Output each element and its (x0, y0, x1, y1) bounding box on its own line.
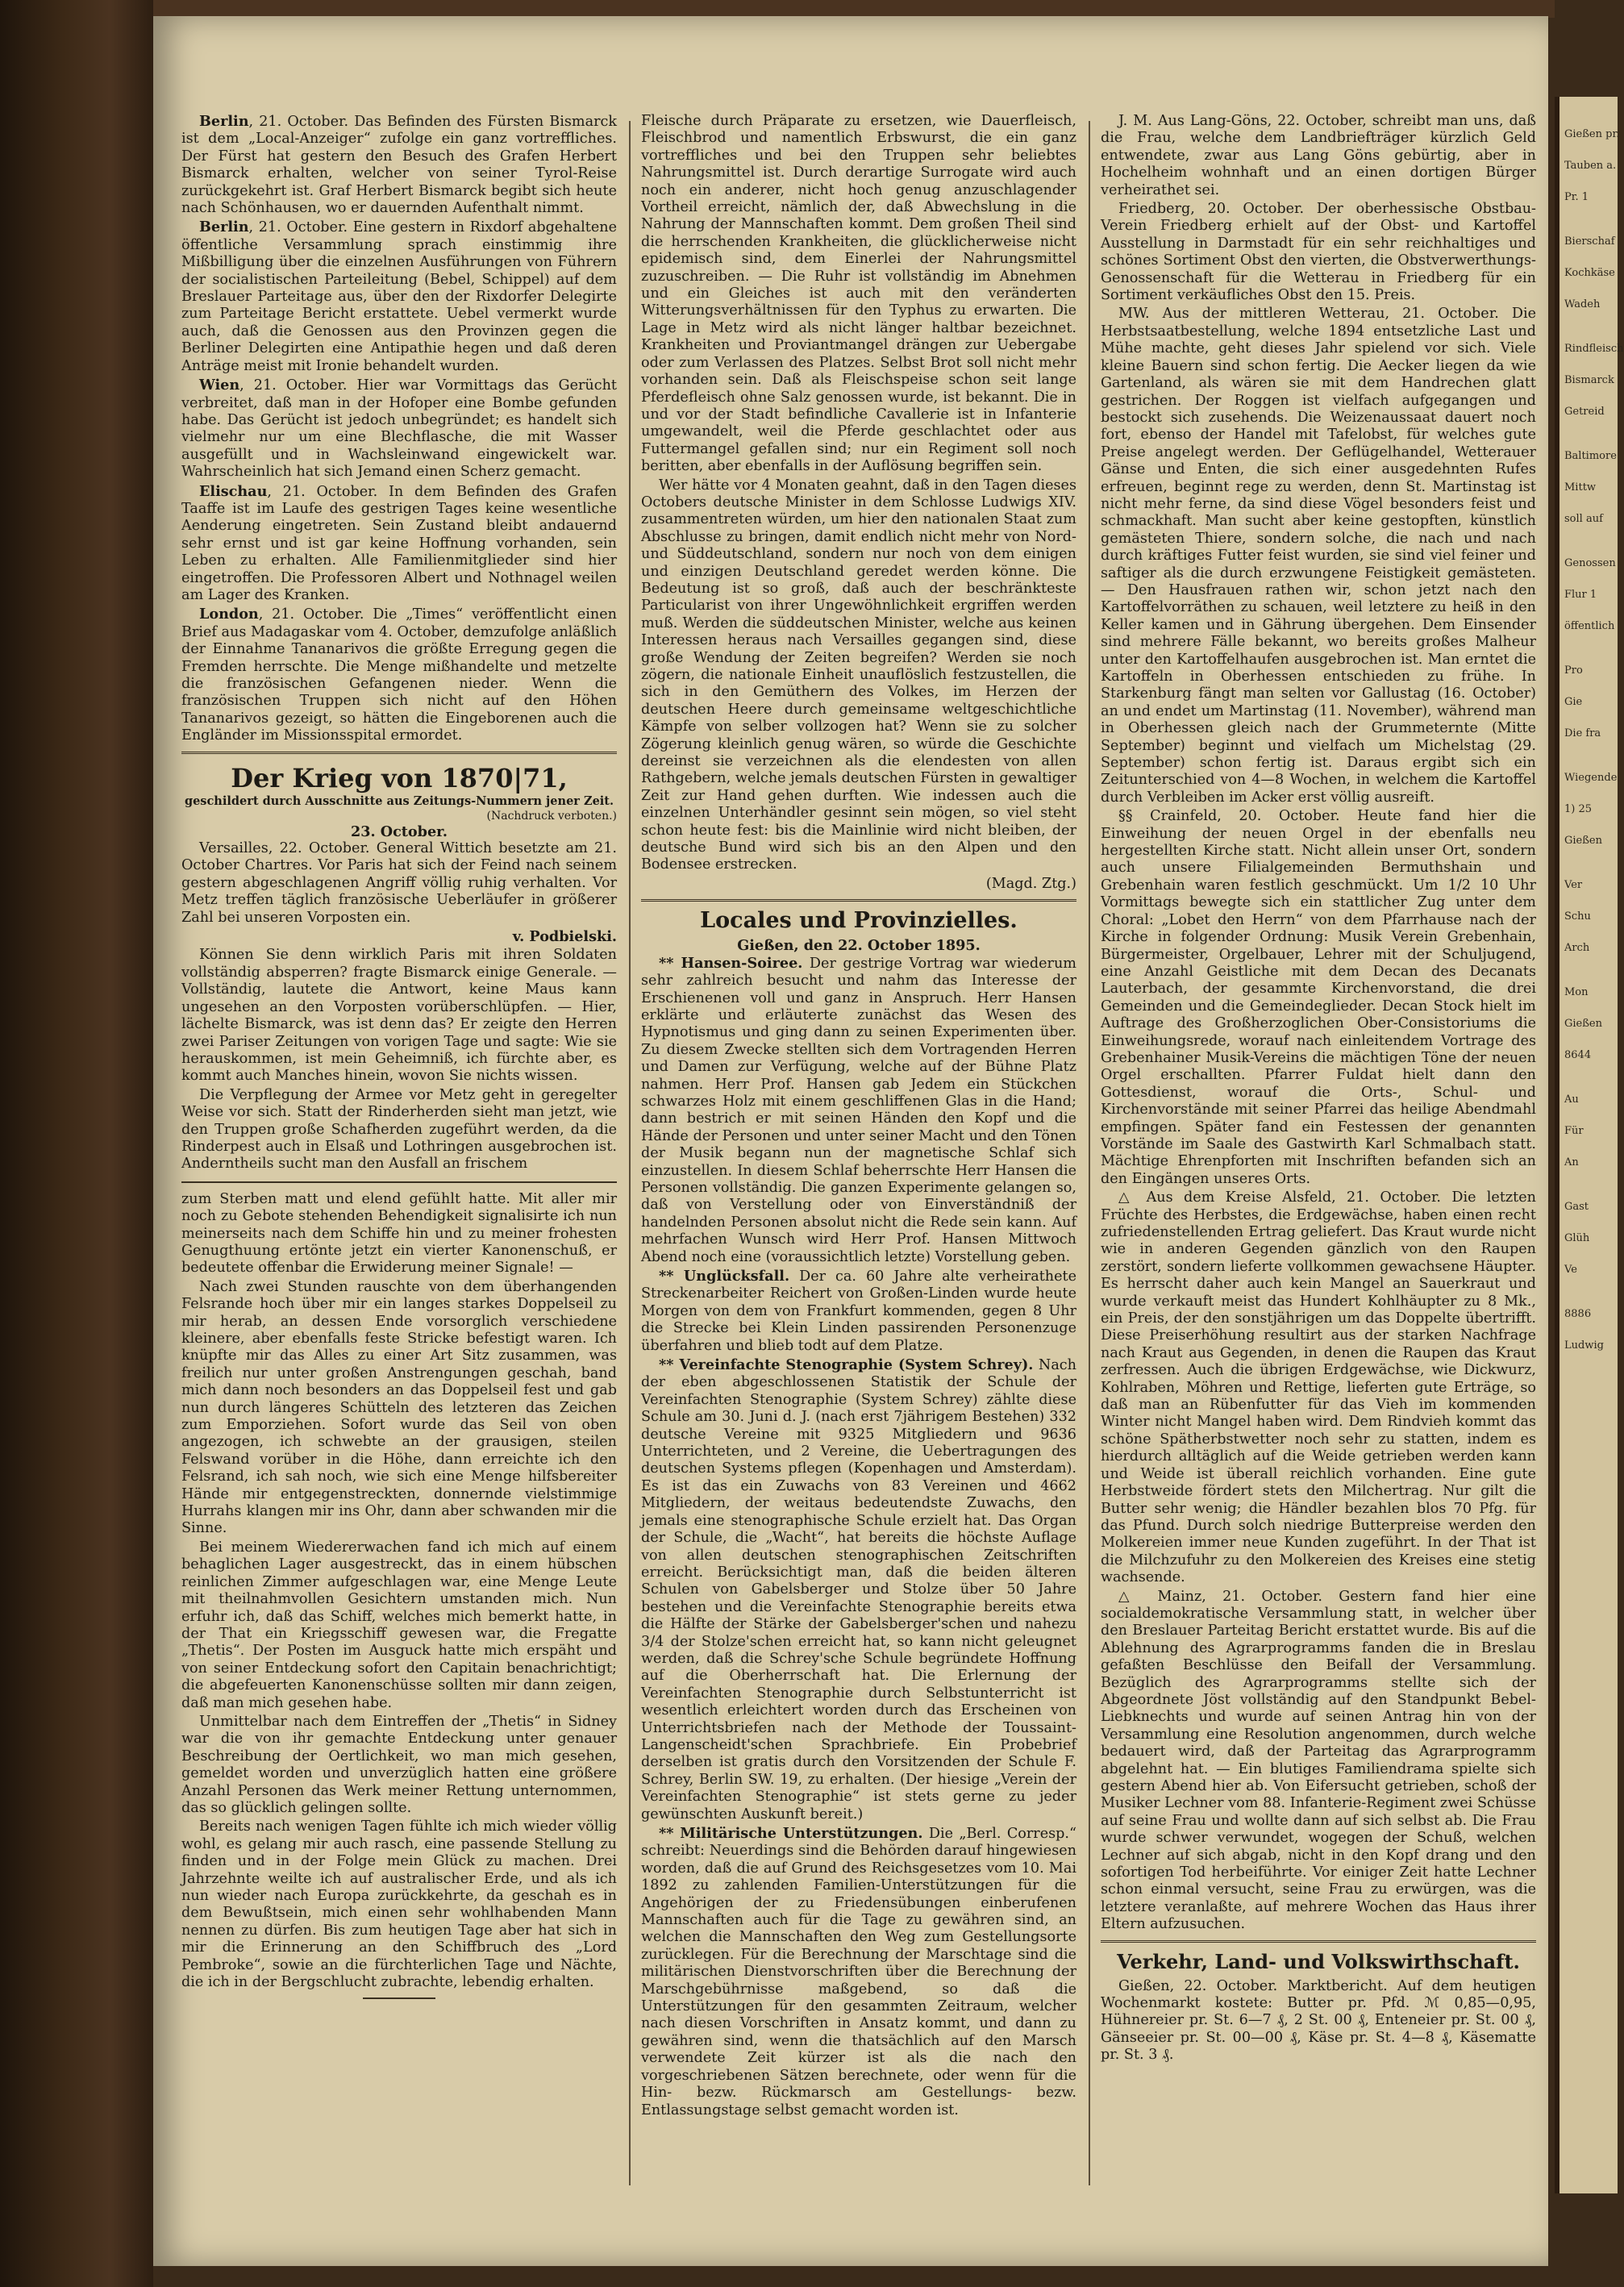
local-item (641, 955, 1076, 1266)
edge-fragment: Gießen (1564, 835, 1602, 847)
edge-fragment: Pro (1564, 664, 1583, 677)
edge-fragment: Au (1564, 1094, 1579, 1106)
war-section-title: Der Krieg von 1870|71, (231, 762, 568, 794)
edge-fragment: Wiegende (1564, 772, 1618, 784)
news-text: , 21. October. Das Befinden des Fürsten Bismarck ist dem „Local-Anzeiger“ zufolge ein ganz vortreffliches. Der Fürst hat gestern den Besuch des Grafen Herbert Bismarck erhalten, welcher von seiner Tyrol-Reise zurückgekehrt ist. Graf Herbert Bismarck begibt sich heute nach Schönhausen, wo er dauernden Aufenthalt nimmt. (181, 114, 617, 217)
regional-item: MW. Aus der mittleren Wetterau, 21. October. Die Herbstsaatbestellung, welche 1894 entsetzliche Last und Mühe machte, geht dieses Jahr spielend vor sich. Viele kleine Bauern sind schon fertig. Die Aecker liegen da wie Gartenland, als wären sie mit dem Handrechen glatt gestrichen. Der Roggen ist vielfach aufgegangen und bestockt sich zusehends. Die Weizenaussaat dauert noch fort, ebenso der Handel mit Tafelobst, für welches gute Preise angelegt werden. Der Geflügelhandel, Wetterauer Gänse und Enten, die sich einer ausgedehnten Rufes erfreuen, beginnt rege zu werden, denn St. Martinstag ist nicht mehr ferne, da sind diese Vögel besonders feist und schmackhaft. Man sucht aber keine gestopften, künstlich gemästeten Thiere, sondern solche, die nach und nach durch kräftiges Futter feist wurden, sie sind viel feiner und saftiger als die durch erzwungene Feistigkeit gemästeten. — Den Hausfrauen rathen wir, schon jetzt nach den Kartoffelvorräthen zu schauen, weil letztere zu heiß in den Keller kamen und in Gährung übergehen. Dem Einsender sind mehrere Fälle bekannt, wo bereits großes Malheur unter den Kartoffelhaufen ausgebrochen ist. Man erntet die Kartoffeln in Oberhessen entschieden zu frühe. In Starkenburg fängt man selten vor Gallustag (16. October) an und endet um Martinstag (11. November), während man in Oberhessen gleich nach der Grummeternte (Mitte September) beginnt und vielfach um Michelstag (29. September) schon fertig ist. Daraus ergibt sich ein Zeitunterschied von 4—8 Wochen, in welchem die Kartoffel durch Verbleiben im Acker erst völlig ausreift. (1101, 306, 1536, 806)
item-text: Nach der eben abgeschlossenen Statistik der Schule der Vereinfachten Stenographie (System Schrey) zählte diese Schule am 30. Juni d. J. (nach erst 7jährigem Bestehen) 332 deutsche Vereine mit 9325 Mitgliedern und 9636 Unterrichteten, und 2 Vereine, die Uebertragungen des deutschen Systems pflegen (Kopenhagen und Amsterdam). Es ist das ein Zuwachs von 83 Vereinen und 4662 Mitgliedern, der weitaus bedeutendste Zuwachs, den jemals eine stenographische Schule erzielt hat. Das Organ der Schule, die „Wacht“, hat bereits die höchste Auflage von allen deutschen stenographischen Zeitschriften erreicht. Berücksichtigt man, daß die beiden älteren Schulen von Gabelsberger und Stolze über 50 Jahre bestehen und die Vereinfachte Stenographie bereits etwa die Hälfte der Stärke der Gabelsberger'schen und nahezu 3/4 der Stolze'schen erreicht hat, so kann nicht geleugnet werden, daß die Schrey'sche Schule begründete Hoffnung auf die Oberherrschaft hat. Die Erlernung der Vereinfachten Stenographie durch Selbstunterricht ist wesentlich erleichtert worden durch das Erscheinen von Unterrichtsbriefen nach der Methode der Toussaint-Langenscheidt'schen Sprachbriefe. Ein Probebrief derselben ist gratis durch den Vorsitzenden der Schule F. Schrey, Berlin SW. 19, zu erhalten. (Der hiesige „Verein der Vereinfachten Stenographie“ ist stets gerne zu jeder gewünschten Auskunft bereit.) (641, 1357, 1076, 1823)
edge-fragment: Gie (1564, 696, 1583, 708)
edge-fragment: Die fra (1564, 727, 1601, 739)
top-edge (153, 0, 1555, 18)
edge-fragment: Pr. 1 (1564, 191, 1589, 203)
column-rule (1089, 121, 1090, 2185)
edge-fragment: Ludwig (1564, 1339, 1604, 1352)
news-text: , 21. October. Hier war Vormittags das Gerücht verbreitet, daß man in der Hofoper eine Bombe gefunden habe. Das Gerücht ist jedoch unbegründet; es handelt sich vielmehr nur um eine Blechflasche, die mit Wasser ausgefüllt und in Wachsleinwand eingewickelt war. Wahrscheinlich hat sich Jemand einen Scherz gemacht. (181, 377, 617, 481)
dateline-place: Elischau (199, 482, 268, 500)
edge-fragment: Bismarck (1564, 374, 1614, 386)
story-text: Bei meinem Wiedererwachen fand ich mich auf einem behaglichen Lager ausgestreckt, das in einem hübschen reinlichen Zimmer aufgeschlagen war, eine Menge Leute mit theilnahmvollen Gesichtern umstanden mich. Nun erfuhr ich, daß das Schiff, welches mich bemerkt hatte, in der That ein Kriegsschiff gewesen war, die Fregatte „Thetis“. Der Posten im Ausguck hatte mich erspäht und von seiner Entdeckung sofort den Capitain benachrichtigt; die abgefeuerten Kanonenschüsse sollten mir dann zeigen, daß man mich gesehen habe. (181, 1539, 617, 1711)
dateline-place: Berlin (199, 219, 249, 236)
regional-item: §§ Crainfeld, 20. October. Heute fand hier die Einweihung der neuen Orgel in der ebenfalls neu hergestellten Kirche statt. Nicht allein unser Ort, sondern auch unsere Filialgemeinden Bermuthshain und Grebenhain waren festlich geschmückt. Um 1/2 10 Uhr Vormittags bewegte sich ein stattlicher Zug unter dem Choral: „Lobet den Herrn“ von dem Pfarrhause nach der Kirche in folgender Ordnung: Musik Verein Grebenhain, Bürgermeister, Orgelbauer, Lehrer mit der Schuljugend, eine Anzahl Geistliche mit dem Decan des Decanats Lauterbach, der gesammte Kirchenvorstand, die drei Gemeinden und die Gemeindeglieder. Decan Stock hielt im Auftrage des Großherzoglichen Ober-Consistoriums die Einweihungsrede, worauf nach einleitendem Vortrage des Grebenhainer Musik-Vereins die mächtigen Töne der neuen Orgel erschallten. Pfarrer Fuldat hielt dann den Gottesdienst, worauf die Orts-, Schul- und Kirchenvorstände mit seiner Pfarrei das heilige Abendmahl empfingen. Später fand ein Festessen der genannten Vorstände im Saale des Gastwirth Karl Schmalbach statt. Mächtige Ehrenpforten mit Inschriften befanden sich an den Eingängen unseres Orts. (1101, 808, 1536, 1187)
war-report: Die Verpflegung der Armee vor Metz geht in geregelter Weise vor sich. Statt der Rinderherden sieht man jetzt, wie den Truppen große Schafherden zugeführt werden, da die Rinderpest auch in Elsaß und Lothringen ausgebrochen ist. Anderntheils sucht man den Ausfall an frischem (181, 1086, 617, 1173)
war-report: Können Sie denn wirklich Paris mit ihren Soldaten vollständig absperren? fragte Bismarck einige Generale. — Vollständig, lautete die Antwort, keine Maus kann ungesehen an den Vorposten vorüberschlüpfen. — Hier, lächelte Bismarck, was ist denn das? Er zeigte den Herren zwei Pariser Zeitungen von vorigen Tage und sagte: Wie sie herauskommen, ist mein Geheimniß, ich fürchte aber, es kommt auch Manches hinein, wovon Sie nichts wissen. (181, 947, 617, 1085)
edge-fragment: Wadeh (1564, 298, 1601, 310)
edge-fragment: Kochkäse (1564, 267, 1615, 279)
regional-item: △ Mainz, 21. October. Gestern fand hier eine socialdemokratische Versammlung statt, in welcher über den Breslauer Parteitag Bericht erstattet wurde. Bis auf die Ablehnung des Agrarprogramms fanden die in Breslau gefaßten Beschlüsse den Beifall der Versammlung. Bezüglich des Agrarprogramms stellte sich der Abgeordnete Jöst vollständig auf den Standpunkt Bebel-Liebknechts und wurde auf seinen Antrag hin von der Versammlung eine Resolution angenommen, durch welche bedauert wird, daß der Parteitag das Agrarprogramm abgelehnt hat. — Ein blutiges Familiendrama spielte sich gestern Abend hier ab. Von Eifersucht getrieben, schoß der Musiker Lechner vom 88. Infanterie-Regiment zwei Schüsse auf seine Frau und wollte dann auf sich selbst ab. Die Frau wurde schwer verwundet, wogegen der Schuß, welchen Lechner auf sich abgab, nicht in den Kopf drang und den sofortigen Tod herbeiführte. Vor einiger Zeit hatte Lechner schon einmal versucht, seine Frau zu erwürgen, was die letztere veranlaßte, auf mehrere Wochen das Haus ihrer Eltern aufzusuchen. (1101, 1588, 1536, 1933)
edge-fragment: Baltimore (1564, 450, 1617, 462)
column-1 (181, 113, 617, 2193)
column-rule (629, 121, 631, 2185)
edge-fragment: öffentlich (1564, 620, 1615, 632)
adjacent-page-edge (1555, 97, 1624, 2193)
edge-fragment: 1) 25 (1564, 803, 1593, 815)
regional-item: J. M. Aus Lang-Göns, 22. October, schreibt man uns, daß die Frau, welche dem Landbriefträger kürzlich Geld entwendete, zwar aus Lang Göns gebürtig, aber in Hochelheim wohnhaft und an einen dortigen Bürger verheirathet sei. (1101, 113, 1536, 198)
edge-fragment: 8886 (1564, 1308, 1592, 1320)
item-text: Der gestrige Vortrag war wiederum sehr zahlreich besucht und nahm das Interesse der Erschienenen voll und ganz in Anspruch. Herr Hansen erklärte und erläuterte zunächst das Wesen des Hypnotismus und ging dann zu seinen Experimenten über. Zu diesem Zwecke stellten sich dem Vortragenden Herren und Damen zur Verfügung, welche auf der Bühne Platz nahmen. Herr Prof. Hansen gab Jedem ein Stückchen schwarzes Holz mit einem geschliffenen Glas in die Hand; dann bestrich er mit seinen Händen den Kopf und die Hände der Personen und unter seiner Macht und den Tönen der Musik begann nun der magnetische Schlaf sich einzustellen. In diesem Schlaf beherrschte Herr Hansen die Personen vollständig. Die ganzen Experimente gelangen so, daß von Verstellung oder von Einverständniß der handelnden Personen absolut nicht die Rede sein kann. Auf mehrfachen Wunsch wird Herr Prof. Hansen Mittwoch Abend noch eine (voraussichtlich letzte) Vorstellung geben. (641, 955, 1076, 1265)
dateline-place: Berlin (199, 113, 249, 130)
market-report: Gießen, 22. October. Marktbericht. Auf dem heutigen Wochenmarkt kostete: Butter pr. Pfd. ℳ 0,85—0,95, Hühnereier pr. St. 6—7 ₰, 2 St. 00 ₰, Enteneier pr. St. 00 ₰, Gänseeier pr. St. 00—00 ₰, Käse pr. St. 4—8 ₰, Käsematte pr. St. 3 ₰. (1101, 1977, 1536, 2064)
war-date: 23. October. (351, 823, 448, 840)
column-2 (641, 113, 1076, 2193)
edge-fragment: Flur 1 (1564, 589, 1597, 601)
news-item (181, 113, 617, 217)
section-rule (641, 899, 1076, 903)
item-heading: ** Vereinfachte Stenographie (System Schrey). (659, 1356, 1034, 1374)
story-text: zum Sterben matt und elend gefühlt hatte. Mit aller mir noch zu Gebote stehenden Behendigkeit signalisirte ich nun meinerseits nach dem Schiffe hin und zu meiner frohesten Genugthuung ertönte jetzt ein vierter Kanonenschuß, er bedeutete offenbar die Erwiderung meiner Signale! — (181, 1190, 617, 1277)
economy-section-title: Verkehr, Land- und Volkswirthschaft. (1117, 1949, 1520, 1973)
edge-fragment: Gast (1564, 1201, 1589, 1213)
news-item (181, 483, 617, 605)
edge-fragment: Mittw (1564, 481, 1597, 494)
war-report: Wer hätte vor 4 Monaten geahnt, daß in den Tagen dieses Octobers deutsche Minister in dem Schlosse Ludwigs XIV. zusammentreten würden, um hier den nationalen Staat zum Abschlusse zu bringen, damit endlich nicht mehr von Nord- und Süddeutschland, sondern nur noch von dem einigen und einzigen Deutschland geredet werden könne. Die Bedeutung ist so groß, daß auch der beschränkteste Particularist von ihrer Ungewöhnlichkeit ergriffen werden muß. Werden die süddeutschen Minister, welche aus keinen Interessen heraus nach Versailles gegangen sind, diese große Wendung der Zeiten begreifen? Werden sie noch zögern, die nationale Einheit unauflöslich festzustellen, die sich in den Gemüthern des Volkes, im Herzen der deutschen Heere durch gemeinsame weltgeschichtliche Kämpfe von selber vollzogen hat? Wenn sie zu solcher Zögerung kleinlich genug wären, so würde die Geschichte dereinst sie verzeichnen als die elendesten von allen Rathgebern, welche jemals deutschen Fürsten in gewaltiger Zeit zur Hand gehen durften. Wie indessen auch die einzelnen Unterhändler gesinnt sein mögen, so viel steht schon heute fest: bis die Mainlinie wird nicht bleiben, der deutsche Bund wird sich bis an den Alpen und den Bodensee erstrecken. (641, 477, 1076, 873)
edge-fragment: Arch (1564, 942, 1590, 954)
edge-fragment: Mon (1564, 986, 1589, 998)
item-heading: ** Militärische Unterstützungen. (659, 1825, 923, 1842)
edge-fragment: Schu (1564, 910, 1591, 923)
dateline-place: London (199, 606, 259, 623)
edge-fragment: Für (1564, 1125, 1584, 1137)
section-rule (1101, 1940, 1536, 1944)
section-rule (181, 1181, 617, 1183)
edge-fragment: Bierschaf (1564, 235, 1615, 248)
end-rule (363, 1997, 435, 1999)
local-item (641, 1825, 1076, 2119)
local-item (641, 1356, 1076, 1823)
book-binding (0, 0, 157, 2287)
war-report: Fleische durch Präparate zu ersetzen, wie Dauerfleisch, Fleischbrod und namentlich Erbswurst, die ein ganz vortreffliches und bei den Truppen sehr beliebtes Nahrungsmittel ist. Durch derartige Surrogate wird auch noch ein anderer, nicht hoch genug anzuschlagender Vortheil erreicht, nämlich der, daß Abwechslung in die Nahrung der Mannschaften kommt. Dem großen Theil sind die herrschenden Krankheiten, die glücklicherweise nicht epidemisch sind, dem Einerlei der Nahrungsmittel zuzuschreiben. — Die Ruhr ist vollständig im Abnehmen und ein Gleiches ist auch mit den veränderten Witterungsverhältnissen für den Typhus zu erwarten. Die Lage in Metz wird als nicht länger haltbar bezeichnet. Krankheiten und Proviantmangel drängen zur Uebergabe oder zum Verlassen des Platzes. Selbst Brot soll nicht mehr vorhanden sein. Daß als Fleischspeise schon seit lange Pferdefleisch ohne Salz genossen wurde, ist bekannt. Die in und vor der Stadt befindliche Cavallerie ist in Infanterie umgewandelt, weil die Pferde geschlachtet oder aus Futtermangel gefallen sind; nur ein Regiment soll noch beritten, aber ebenfalls in der Auflösung begriffen sein. (641, 113, 1076, 475)
item-text: Der ca. 60 Jahre alte verheirathete Streckenarbeiter Reichert von Großen-Linden wurde heute Morgen von dem von Frankfurt kommenden, gegen 8 Uhr die Strecke bei Klein Linden passirenden Personenzuge überfahren und blieb todt auf dem Platze. (641, 1268, 1076, 1354)
item-text: Die „Berl. Corresp.“ schreibt: Neuerdings sind die Behörden darauf hingewiesen worden, daß die auf Grund des Reichsgesetzes vom 10. Mai 1892 zu zahlenden Familien-Unterstützungen für die Angehörigen der zu Friedensübungen einberufenen Mannschaften auch für die Tage zu gewähren sind, an welchen die Mannschaften den Weg zum Gestellungsorte zurücklegen. Für die Berechnung der Marschtage sind die militärischen Dienstvorschriften über die Berechnung der Marschgebührnisse maßgebend, so daß die Unterstützungen für den gesammten Zeitraum, welcher nach diesen Vorschriften in Ansatz kommt, und dann zu gewähren sind, wenn die thatsächlich auf den Marsch verwendete Zeit kürzer ist als die nach den vorgeschriebenen Sätzen berechnete, oder wenn für die Hin- bezw. Rückmarsch am Gestellungs- bezw. Entlassungstage selbst gemacht worden ist. (641, 1826, 1076, 2118)
edge-fragment: Tauben a. (1564, 160, 1617, 172)
news-text: , 21. October. Die „Times“ veröffentlicht einen Brief aus Madagaskar vom 4. October, demzufolge anläßlich der Einnahme Tananarivos die größte Erregung gegen die Fremden herrschte. Die Menge mißhandelte und metzelte die französischen Gefangenen nieder. Wenn die französischen Truppen sich nicht auf den Höhen Tananarivos gezeigt, so hätten die Eingeborenen auch die Engländer im Missionsspital ermordet. (181, 606, 617, 744)
edge-fragment: Getreid (1564, 406, 1605, 418)
edge-fragment: 8644 (1564, 1049, 1592, 1061)
war-report: Versailles, 22. October. General Wittich besetzte am 21. October Chartres. Vor Paris hat sich der Feind nach seinem gestern abgeschlagenen Angriff völlig ruhig verhalten. Vor Metz treffen täglich französische Ueberläufer in größerer Zahl bei unseren Vorposten ein. (181, 840, 617, 926)
dateline-place: Wien (199, 377, 240, 394)
war-section-subtitle: geschildert durch Ausschnitte aus Zeitungs-Nummern jener Zeit. (184, 794, 614, 808)
local-section-title: Locales und Provinzielles. (700, 908, 1018, 934)
bottom-edge (153, 2266, 1555, 2287)
regional-item: Friedberg, 20. October. Der oberhessische Obstbau-Verein Friedberg erhielt auf der Obst- und Kartoffel Ausstellung in Darmstadt für ein sehr reichhaltiges und schönes Sortiment Obst den vierten, die Obstverwerthungs-Genossenschaft für die Wetterau in Friedberg für ein Sortiment verkäufliches Obst den 15. Preis. (1101, 201, 1536, 304)
signature: v. Podbielski. (512, 928, 617, 946)
news-item (181, 606, 617, 744)
source-note: (Magd. Ztg.) (985, 875, 1076, 892)
story-text: Unmittelbar nach dem Eintreffen der „Thetis“ in Sidney war die von ihr gemachte Entdeckung unter genauer Beschreibung der Oertlichkeit, wo man mich gesehen, gemeldet worden und unverzüglich hatten eine größere Anzahl Personen das Werk meiner Rettung unternommen, das so glücklich gelingen sollte. (181, 1713, 617, 1816)
edge-fragment: soll auf (1564, 513, 1603, 525)
news-text: , 21. October. In dem Befinden des Grafen Taaffe ist im Laufe des gestrigen Tages keine wesentliche Aenderung eingetreten. Sein Zustand bleibt andauernd sehr ernst und ist gar keine Hoffnung vorhanden, sein Leben zu erhalten. Alle Familienmitglieder sind hier eingetroffen. Die Professoren Albert und Nothnagel weilen am Lager des Kranken. (181, 483, 617, 603)
story-text: Bereits nach wenigen Tagen fühlte ich mich wieder völlig wohl, es gelang mir auch rasch, eine passende Stellung zu finden und in der Folge mein Glück zu machen. Drei Jahrzehnte weilte ich auf australischer Erde, und als ich nun wieder nach Europa zurückkehrte, da geschah es in dem Bewußtsein, mich einen sehr wohlhabenden Mann nennen zu dürfen. Bis zum heutigen Tage aber hat sich in mir die Erinnerung an den Schiffbruch des „Lord Pembroke“, sowie an die fürchterlichen Tage und Nächte, die ich in der Bergschlucht zubrachte, lebendig erhalten. (181, 1818, 617, 1991)
news-text: , 21. October. Eine gestern in Rixdorf abgehaltene öffentliche Versammlung sprach einstimmig ihre Mißbilligung über die einzelnen Ausführungen von Führern der socialistischen Parteileitung (Bebel, Schippel) auf dem Breslauer Parteitage aus, über den der Rixdorfer Delegirte zum Parteitage Bericht erstattete. Uebel vermerkt wurde auch, daß die Genossen aus den Provinzen gegen die Berliner Delegirten eine Antipathie hegen und daß deren Anträge meist mit Ironie behandelt wurden. (181, 219, 617, 374)
edge-fragment: Gießen (1564, 1018, 1602, 1030)
item-heading: ** Hansen-Soiree. (659, 954, 803, 972)
local-date: Gießen, den 22. October 1895. (737, 937, 981, 955)
story-text: Nach zwei Stunden rauschte von dem überhangenden Felsrande hoch über mir ein langes starkes Doppelseil zu mir herab, an dessen Ende vorsorglich verschiedene kleinere, aber ebenfalls feste Stricke befestigt waren. Ich knüpfte mir das Alles zu einer Art Sitz zusammen, was freilich nur unter großen Anstrengungen geschah, band mich dann noch besonders an das Doppelseil fest und gab nun durch längeres Schütteln des letzteren das Zeichen zum Emporziehen. Sofort wurde das Seil von oben angezogen, ich schwebte an der grausigen, steilen Felswand vorüber in die Höhe, dann erreichte ich den Felsrand, ich sah noch, wie sich eine Menge hilfsbereiter Hände mir entgegenstreckten, donnernde vielstimmige Hurrahs klangen mir ins Ohr, dann aber schwanden mir die Sinne. (181, 1278, 617, 1537)
regional-item: △ Aus dem Kreise Alsfeld, 21. October. Die letzten Früchte des Herbstes, die Erdgewächse, haben einen recht zufriedenstellenden Ertrag geliefert. Das Kraut wurde nicht wie in anderen Gegenden gänzlich von den Raupen zerstört, sondern lieferte vollkommen gewachsene Häupter. Es herrscht daher auch kein Mangel an Sauerkraut und wurde verkauft meist das Hundert Kohlhäupter zu 8 Mk., ein Preis, der den sonstjährigen um das Doppelte übertrifft. Diese Preiserhöhung resultirt aus der starken Nachfrage nach Kraut aus Gegenden, in denen die Raupen das Kraut zerfressen. Auch die übrigen Erdgewächse, wie Dickwurz, Kohlraben, Möhren und Rettige, lieferten gute Erträge, so daß man an Rübenfutter für das Vieh im kommenden Winter nicht Mangel haben wird. Dem Rindvieh kommt das schöne Spätherbstwetter noch sehr zu statten, indem es hierdurch alltäglich auf die Weide getrieben werden kann und Weide ist überall reichlich vorhanden. Eine gute Herbstweide fördert stets den Milchertrag. Nur gilt die Butter sehr wenig; die Händler bezahlen blos 70 Pfg. für das Pfund. Durch solch niedrige Butterpreise werden den Molkereien immer neue Kunden zugeführt. In der That ist die Milchzufuhr zu den Molkereien des Kreises eine stetig wachsende. (1101, 1189, 1536, 1586)
edge-fragment: Ver (1564, 879, 1583, 891)
edge-fragment: Glüh (1564, 1232, 1590, 1244)
reprint-note: (Nachdruck verboten.) (486, 809, 617, 823)
section-rule (181, 752, 617, 756)
edge-fragment: An (1564, 1156, 1579, 1168)
edge-fragment: Ve (1564, 1264, 1577, 1276)
edge-fragment: Gießen pr. (1564, 128, 1620, 140)
edge-fragment: Rindfleisch (1564, 343, 1624, 355)
news-item (181, 219, 617, 375)
news-item (181, 377, 617, 481)
column-3 (1101, 113, 1536, 2193)
local-item (641, 1268, 1076, 1355)
edge-fragment: Genossen (1564, 557, 1616, 569)
item-heading: ** Unglücksfall. (659, 1268, 790, 1285)
